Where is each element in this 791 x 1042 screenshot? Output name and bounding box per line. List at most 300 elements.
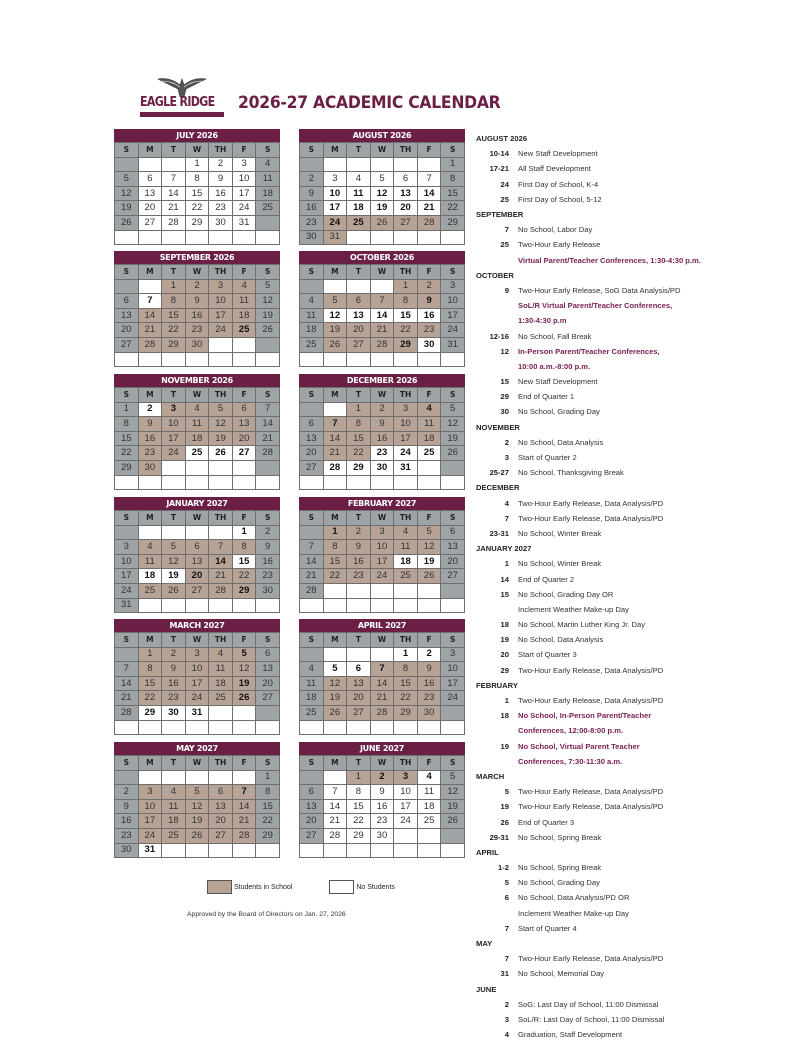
calendar-day: 7: [138, 294, 162, 309]
calendar-day: 15: [138, 676, 162, 691]
calendar-empty-cell: [441, 720, 465, 735]
calendar-day: 12: [162, 554, 186, 569]
day-of-week-header: T: [347, 633, 371, 648]
calendar-day: 29: [347, 460, 371, 475]
calendar-day: 27: [441, 569, 465, 584]
calendar-empty-cell: [370, 843, 394, 858]
calendar-day: 28: [256, 446, 280, 461]
calendar-empty-cell: [323, 720, 347, 735]
calendar-day: 19: [370, 201, 394, 216]
calendar-day: 9: [347, 540, 371, 555]
day-of-week-header: S: [115, 143, 139, 158]
calendar-day: 2: [138, 402, 162, 417]
calendar-day: 20: [347, 691, 371, 706]
calendar-empty-cell: [138, 525, 162, 540]
calendar-day: 2: [185, 279, 209, 294]
event-description: No School, Labor Day: [518, 225, 593, 235]
calendar-day: 16: [417, 308, 441, 323]
calendar-day: 15: [115, 431, 139, 446]
calendar-empty-cell: [417, 828, 441, 843]
event-item: [476, 921, 706, 936]
event-date: 19: [500, 741, 509, 751]
calendar-empty-cell: [209, 460, 233, 475]
calendar-day: 28: [138, 337, 162, 352]
calendar-empty-cell: [115, 770, 139, 785]
calendar-empty-cell: [185, 352, 209, 367]
calendar-day: 13: [300, 799, 324, 814]
event-description: No School, Grading Day: [518, 407, 600, 417]
calendar-day: 20: [232, 431, 256, 446]
calendar-empty-cell: [300, 598, 324, 613]
event-description: No School, Virtual Parent Teacher: [518, 741, 640, 751]
calendar-day: 16: [347, 554, 371, 569]
calendar-day: 2: [417, 647, 441, 662]
event-date: 2: [504, 437, 509, 447]
calendar-day: 3: [394, 402, 418, 417]
calendar-day: 8: [323, 540, 347, 555]
calendar-day: 4: [162, 785, 186, 800]
calendar-empty-cell: [185, 598, 209, 613]
event-date: 7: [504, 954, 509, 964]
calendar-day: 14: [115, 676, 139, 691]
calendar-day: 12: [232, 662, 256, 677]
calendar-day: 27: [138, 215, 162, 230]
calendar-empty-cell: [232, 843, 256, 858]
event-description: No School, Fall Break: [518, 331, 592, 341]
calendar-day: 4: [138, 540, 162, 555]
calendar-day: 3: [232, 157, 256, 172]
calendar-day: 9: [209, 172, 233, 187]
event-date: 7: [504, 923, 509, 933]
event-description: No School, Winter Break: [518, 528, 602, 538]
event-item: [476, 799, 706, 814]
calendar-empty-cell: [347, 598, 371, 613]
day-of-week-header: S: [115, 265, 139, 280]
event-date: 25-27: [489, 468, 509, 478]
event-description: SoG: Last Day of School, 11:00 Dismissal: [518, 999, 659, 1009]
calendar-day: 9: [300, 186, 324, 201]
calendar-day: 24: [394, 446, 418, 461]
calendar-empty-cell: [162, 475, 186, 490]
calendar-empty-cell: [347, 647, 371, 662]
calendar-empty-cell: [185, 475, 209, 490]
calendar-day: 26: [323, 705, 347, 720]
calendar-empty-cell: [162, 598, 186, 613]
event-item: [476, 1012, 706, 1027]
calendar-empty-cell: [185, 770, 209, 785]
event-month-heading: FEBRUARY: [476, 680, 518, 690]
calendar-day: 1: [185, 157, 209, 172]
calendar-day: 25: [209, 691, 233, 706]
event-description: End of Quarter 3: [518, 817, 575, 827]
calendar-day: 29: [115, 460, 139, 475]
calendar-day: 19: [256, 308, 280, 323]
calendar-day: 22: [185, 201, 209, 216]
calendar-empty-cell: [256, 337, 280, 352]
calendar-day: 17: [185, 676, 209, 691]
calendar-day: 23: [417, 691, 441, 706]
calendar-day: 21: [417, 201, 441, 216]
day-of-week-header: F: [417, 388, 441, 403]
day-of-week-header: S: [441, 511, 465, 526]
calendar-day: 11: [232, 294, 256, 309]
eagle-ridge-logo: [140, 75, 224, 123]
event-description: Two-Hour Early Release, Data Analysis/PD: [518, 787, 664, 797]
calendar-day: 29: [232, 583, 256, 598]
calendar-empty-cell: [209, 843, 233, 858]
calendar-day: 17: [209, 308, 233, 323]
calendar-day: 15: [394, 308, 418, 323]
calendar-day: 18: [185, 431, 209, 446]
event-description: No School, Data Analysis: [518, 635, 604, 645]
event-date: 12: [500, 346, 509, 356]
calendar-day: 3: [209, 279, 233, 294]
month-title: OCTOBER 2026: [299, 251, 465, 264]
calendar-day: 15: [162, 308, 186, 323]
calendar-empty-cell: [394, 583, 418, 598]
event-description: Inclement Weather Make-up Day: [518, 604, 629, 614]
event-description: Graduation, Staff Development: [518, 1030, 623, 1040]
event-description: Two-Hour Early Release: [518, 240, 601, 250]
calendar-day: 7: [370, 294, 394, 309]
calendar-day: 22: [394, 691, 418, 706]
calendar-day: 26: [232, 691, 256, 706]
calendar-empty-cell: [323, 843, 347, 858]
calendar-empty-cell: [441, 843, 465, 858]
event-item: [476, 192, 706, 207]
event-item: [476, 237, 706, 252]
calendar-day: 11: [185, 417, 209, 432]
calendar-day: 25: [232, 323, 256, 338]
calendar-empty-cell: [185, 525, 209, 540]
day-of-week-header: M: [323, 633, 347, 648]
day-of-week-header: W: [185, 511, 209, 526]
calendar-day: 6: [347, 662, 371, 677]
calendar-day: 13: [347, 308, 371, 323]
calendar-empty-cell: [138, 279, 162, 294]
event-item: [476, 328, 706, 343]
calendar-day: 5: [323, 662, 347, 677]
calendar-day: 27: [209, 828, 233, 843]
calendar-day: 17: [162, 431, 186, 446]
calendar-empty-cell: [370, 598, 394, 613]
calendar-day: 8: [115, 417, 139, 432]
event-date: 4: [504, 498, 509, 508]
calendar-day: 12: [417, 540, 441, 555]
day-of-week-header: S: [441, 756, 465, 771]
calendar-empty-cell: [417, 598, 441, 613]
calendar-day: 13: [209, 799, 233, 814]
calendar-day: 31: [232, 215, 256, 230]
calendar-day: 17: [441, 308, 465, 323]
event-month-heading: JANUARY 2027: [476, 544, 532, 554]
calendar-day: 26: [417, 569, 441, 584]
event-month-heading: OCTOBER: [476, 270, 514, 280]
day-of-week-header: M: [323, 265, 347, 280]
calendar-day: 16: [370, 431, 394, 446]
calendar-day: 15: [347, 431, 371, 446]
day-of-week-header: TH: [394, 143, 418, 158]
calendar-empty-cell: [300, 157, 324, 172]
calendar-day: 13: [441, 540, 465, 555]
calendar-day: 25: [138, 583, 162, 598]
calendar-day: 15: [347, 799, 371, 814]
calendar-day: 31: [185, 705, 209, 720]
calendar-day: 14: [370, 308, 394, 323]
calendar-day: 18: [417, 799, 441, 814]
calendar-day: 28: [209, 583, 233, 598]
calendar-day: 6: [394, 172, 418, 187]
calendar-day: 5: [441, 402, 465, 417]
event-date: 7: [504, 225, 509, 235]
calendar-empty-cell: [232, 705, 256, 720]
calendar-day: 30: [256, 583, 280, 598]
calendar-empty-cell: [417, 583, 441, 598]
calendar-day: 29: [394, 705, 418, 720]
calendar-day: 13: [115, 308, 139, 323]
calendar-day: 20: [138, 201, 162, 216]
calendar-empty-cell: [394, 843, 418, 858]
calendar-day: 26: [370, 215, 394, 230]
day-of-week-header: M: [138, 143, 162, 158]
calendar-day: 22: [138, 691, 162, 706]
calendar-empty-cell: [323, 157, 347, 172]
calendar-empty-cell: [347, 843, 371, 858]
event-item: [476, 511, 706, 526]
calendar-empty-cell: [115, 352, 139, 367]
calendar-empty-cell: [256, 230, 280, 245]
calendar-empty-cell: [323, 279, 347, 294]
legend: [207, 880, 432, 894]
day-of-week-header: S: [300, 265, 324, 280]
calendar-empty-cell: [417, 460, 441, 475]
calendar-empty-cell: [441, 460, 465, 475]
event-description: Two-Hour Early Release, Data Analysis/PD: [518, 802, 664, 812]
calendar-empty-cell: [115, 279, 139, 294]
calendar-day: 26: [256, 323, 280, 338]
calendar-day: 22: [232, 569, 256, 584]
day-of-week-header: S: [300, 388, 324, 403]
day-of-week-header: S: [300, 633, 324, 648]
calendar-day: 30: [209, 215, 233, 230]
day-of-week-header: F: [417, 143, 441, 158]
calendar-empty-cell: [162, 843, 186, 858]
calendar-day: 11: [256, 172, 280, 187]
day-of-week-header: T: [162, 143, 186, 158]
event-item: [476, 906, 706, 921]
calendar-day: 23: [300, 215, 324, 230]
calendar-day: 24: [370, 569, 394, 584]
calendar-day: 4: [417, 402, 441, 417]
calendar-empty-cell: [138, 157, 162, 172]
day-of-week-header: TH: [394, 633, 418, 648]
event-date: 25: [500, 240, 509, 250]
event-description: End of Quarter 1: [518, 392, 575, 402]
day-of-week-header: W: [370, 388, 394, 403]
calendar-empty-cell: [209, 230, 233, 245]
calendar-day: 4: [300, 294, 324, 309]
calendar-day: 16: [209, 186, 233, 201]
calendar-day: 16: [417, 676, 441, 691]
calendar-empty-cell: [232, 460, 256, 475]
calendar-day: 15: [323, 554, 347, 569]
day-of-week-header: S: [115, 756, 139, 771]
calendar-empty-cell: [370, 475, 394, 490]
day-of-week-header: M: [323, 388, 347, 403]
calendar-day: 24: [115, 583, 139, 598]
day-of-week-header: F: [232, 633, 256, 648]
calendar-day: 5: [256, 279, 280, 294]
calendar-day: 9: [370, 785, 394, 800]
calendar-day: 10: [185, 662, 209, 677]
day-of-week-header: S: [441, 388, 465, 403]
calendar-empty-cell: [417, 843, 441, 858]
calendar-empty-cell: [162, 720, 186, 735]
calendar-day: 24: [138, 828, 162, 843]
event-description: Start of Quarter 2: [518, 453, 577, 463]
event-date: 5: [504, 787, 509, 797]
calendar-day: 15: [441, 186, 465, 201]
calendar-day: 14: [256, 417, 280, 432]
calendar-day: 8: [138, 662, 162, 677]
event-month-heading: APRIL: [476, 847, 499, 857]
calendar-day: 4: [347, 172, 371, 187]
calendar-day: 24: [323, 215, 347, 230]
event-item: [476, 617, 706, 632]
event-description: No School, Data Analysis/PD OR: [518, 893, 630, 903]
calendar-day: 18: [232, 308, 256, 323]
calendar-empty-cell: [209, 720, 233, 735]
calendar-empty-cell: [209, 525, 233, 540]
calendar-day: 13: [256, 662, 280, 677]
calendar-day: 18: [256, 186, 280, 201]
calendar-empty-cell: [232, 337, 256, 352]
day-of-week-header: S: [115, 388, 139, 403]
month-calendar: [114, 374, 280, 490]
day-of-week-header: W: [185, 756, 209, 771]
calendar-day: 30: [138, 460, 162, 475]
calendar-empty-cell: [256, 843, 280, 858]
calendar-day: 20: [347, 323, 371, 338]
calendar-day: 17: [370, 554, 394, 569]
day-of-week-header: TH: [209, 143, 233, 158]
calendar-empty-cell: [162, 525, 186, 540]
day-of-week-header: TH: [394, 388, 418, 403]
calendar-day: 22: [115, 446, 139, 461]
calendar-day: 1: [347, 402, 371, 417]
eagle-icon: [156, 75, 208, 97]
calendar-header: [140, 73, 501, 123]
event-date: 26: [500, 817, 509, 827]
calendar-day: 1: [138, 647, 162, 662]
calendar-empty-cell: [441, 230, 465, 245]
calendar-day: 2: [209, 157, 233, 172]
calendar-day: 25: [256, 201, 280, 216]
event-item: [476, 344, 706, 359]
event-description: Two-Hour Early Release, Data Analysis/PD: [518, 498, 664, 508]
day-of-week-header: S: [441, 143, 465, 158]
calendar-empty-cell: [138, 770, 162, 785]
calendar-day: 5: [185, 785, 209, 800]
event-item: [476, 283, 706, 298]
calendar-day: 16: [115, 814, 139, 829]
calendar-day: 7: [232, 785, 256, 800]
calendar-day: 16: [300, 201, 324, 216]
event-date: 1: [504, 559, 509, 569]
calendar-day: 22: [323, 569, 347, 584]
calendar-day: 7: [370, 662, 394, 677]
calendar-day: 13: [300, 431, 324, 446]
calendar-day: 14: [370, 676, 394, 691]
calendar-empty-cell: [185, 460, 209, 475]
event-description: No School, Data Analysis: [518, 437, 604, 447]
event-date: 2: [504, 999, 509, 1009]
calendar-day: 9: [162, 662, 186, 677]
calendar-day: 21: [138, 323, 162, 338]
calendar-day: 24: [394, 814, 418, 829]
calendar-empty-cell: [347, 583, 371, 598]
calendar-day: 30: [185, 337, 209, 352]
calendar-empty-cell: [138, 352, 162, 367]
calendar-day: 18: [138, 569, 162, 584]
calendar-day: 28: [300, 583, 324, 598]
event-date: 14: [500, 574, 509, 584]
calendar-empty-cell: [441, 705, 465, 720]
calendar-day: 11: [162, 799, 186, 814]
calendar-day: 26: [185, 828, 209, 843]
calendar-day: 9: [256, 540, 280, 555]
event-month-heading: MARCH: [476, 771, 505, 781]
day-of-week-header: S: [115, 633, 139, 648]
calendar-empty-cell: [394, 475, 418, 490]
calendar-empty-cell: [441, 598, 465, 613]
calendar-day: 29: [394, 337, 418, 352]
calendar-day: 5: [323, 294, 347, 309]
calendar-day: 10: [323, 186, 347, 201]
calendar-day: 26: [115, 215, 139, 230]
calendar-day: 19: [323, 691, 347, 706]
calendar-day: 20: [256, 676, 280, 691]
day-of-week-header: M: [323, 511, 347, 526]
calendar-day: 26: [209, 446, 233, 461]
calendar-day: 19: [162, 569, 186, 584]
calendar-day: 27: [394, 215, 418, 230]
month-title: JUNE 2027: [299, 742, 465, 755]
calendar-day: 24: [441, 323, 465, 338]
calendar-day: 17: [394, 431, 418, 446]
calendar-day: 12: [370, 186, 394, 201]
calendar-day: 18: [417, 431, 441, 446]
calendar-day: 7: [256, 402, 280, 417]
calendar-empty-cell: [300, 475, 324, 490]
calendar-day: 3: [441, 279, 465, 294]
calendar-day: 14: [417, 186, 441, 201]
calendar-day: 30: [417, 337, 441, 352]
no-students-swatch: [329, 880, 354, 894]
month-calendar: [299, 497, 465, 613]
month-title: JANUARY 2027: [114, 497, 280, 510]
calendar-day: 3: [115, 540, 139, 555]
calendar-day: 31: [138, 843, 162, 858]
day-of-week-header: T: [162, 265, 186, 280]
day-of-week-header: S: [256, 633, 280, 648]
calendar-empty-cell: [162, 352, 186, 367]
calendar-empty-cell: [209, 352, 233, 367]
event-item: [476, 177, 706, 192]
event-description: No School, Thanksgiving Break: [518, 468, 624, 478]
event-date: 15: [500, 589, 509, 599]
calendar-day: 28: [232, 828, 256, 843]
